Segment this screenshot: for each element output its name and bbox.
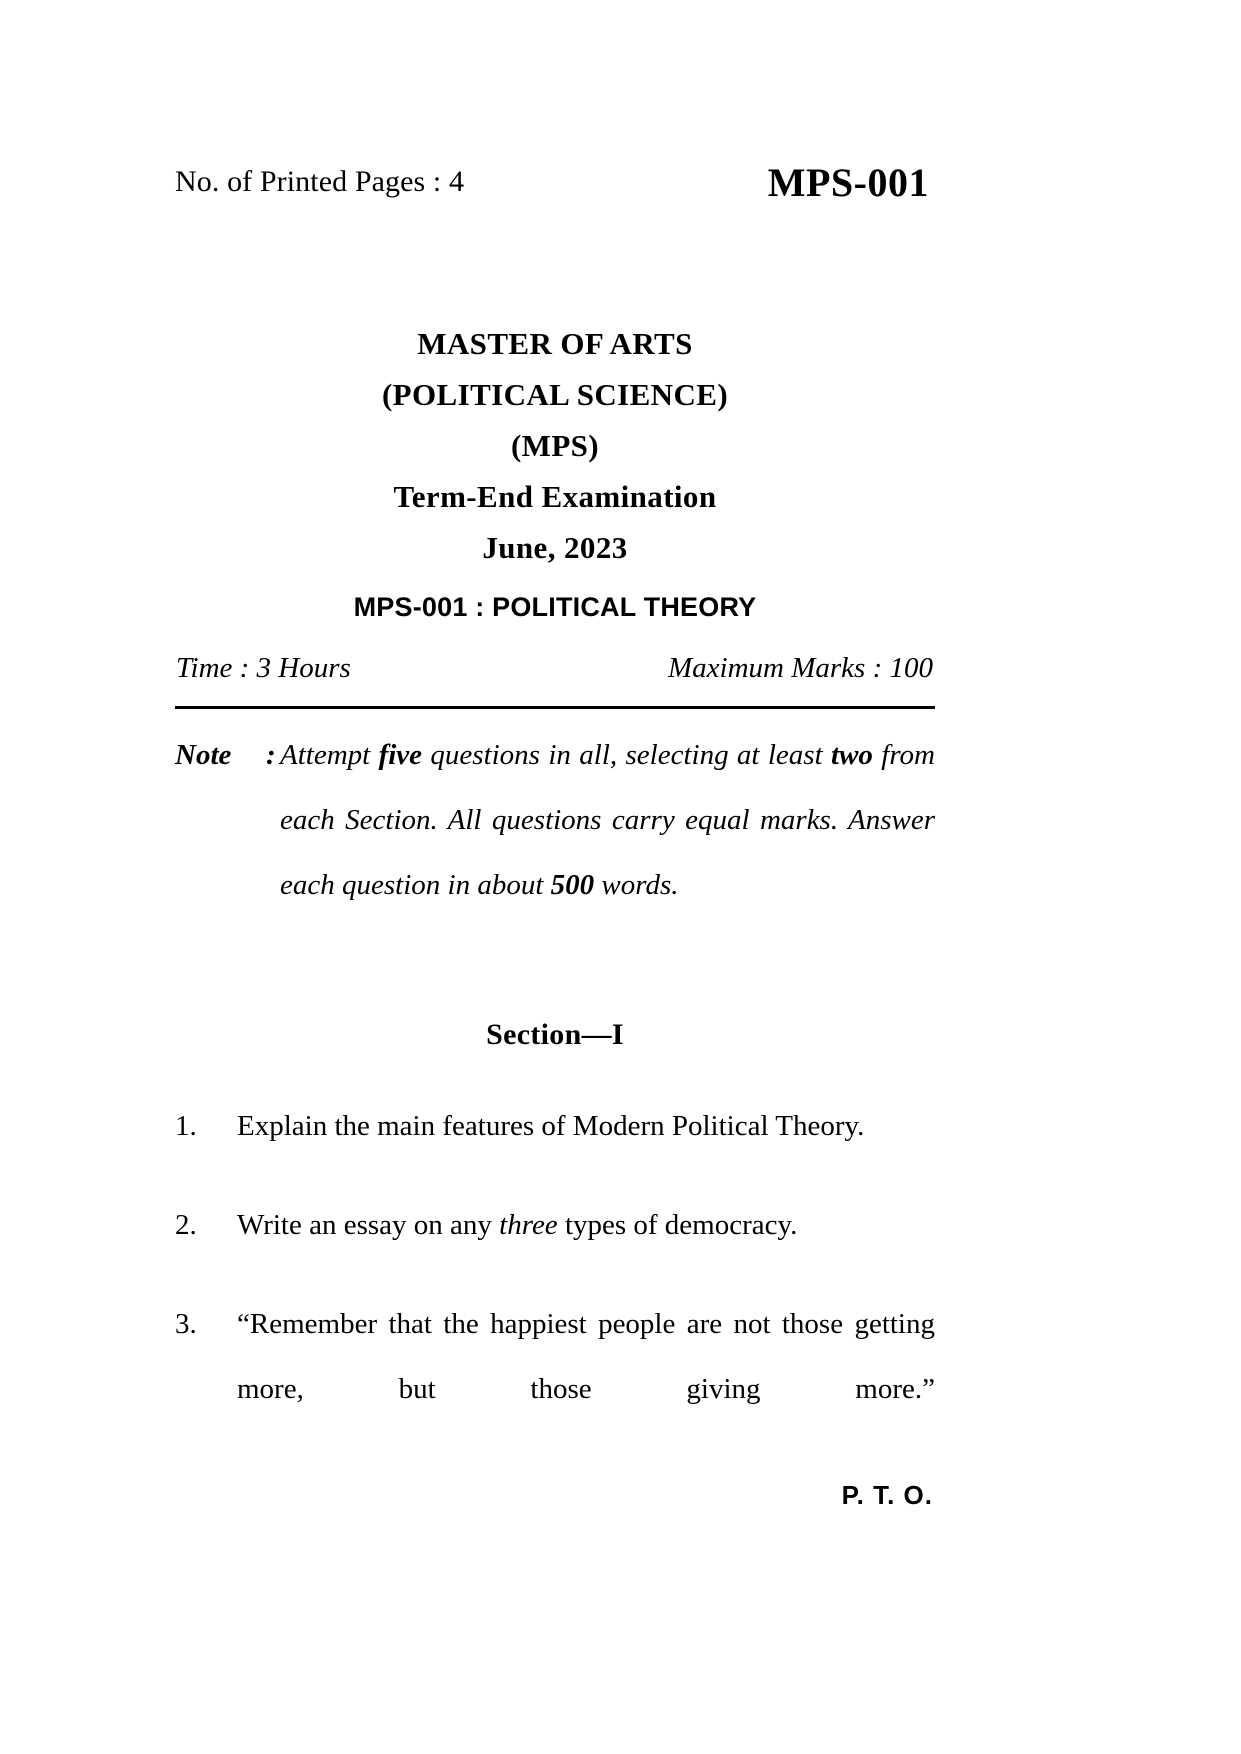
page-header (175, 160, 935, 219)
question-number: 1. (175, 1110, 197, 1142)
note-emphasis-two: two (831, 739, 873, 771)
note-block (175, 723, 935, 918)
note-segment-3: from each Section. All questions carry equal marks. Answer each question in about (280, 739, 935, 901)
note-text (280, 723, 935, 918)
question-text: “Remember that the happiest people are not those getting more, but those giving more.” (237, 1308, 935, 1405)
note-colon: : (266, 739, 276, 771)
question-text-post: types of democracy. (557, 1209, 798, 1241)
page-turn-over-label: P. T. O. (841, 1480, 933, 1510)
note-segment-4: words. (594, 869, 679, 901)
question-list (175, 1094, 935, 1456)
exam-session: June, 2023 (482, 530, 628, 565)
note-segment-2: questions in all, selecting at least (422, 739, 832, 771)
question-emphasis-three: three (499, 1209, 558, 1241)
note-emphasis-five: five (378, 739, 423, 771)
program-abbreviation: (MPS) (510, 428, 600, 463)
question-item (175, 1094, 935, 1159)
question-text-pre: Write an essay on any (237, 1209, 500, 1241)
program-discipline: (POLITICAL SCIENCE) (381, 377, 729, 412)
printed-pages-label: No. of Printed Pages : 4 (175, 165, 465, 198)
question-text (237, 1193, 935, 1258)
question-text: Explain the main features of Modern Political Theory. (237, 1110, 865, 1142)
exam-meta-row (175, 648, 935, 694)
subject-title: MPS-001 : POLITICAL THEORY (353, 592, 757, 622)
section-heading: Section—I (486, 1018, 624, 1051)
question-number: 2. (175, 1209, 197, 1241)
note-label: Note (175, 739, 232, 771)
note-emphasis-500: 500 (550, 869, 595, 901)
title-block (175, 318, 935, 627)
note-segment-1: Attempt (280, 739, 379, 771)
exam-maximum-marks: Maximum Marks : 100 (668, 652, 933, 684)
exam-type: Term-End Examination (393, 479, 717, 514)
course-code: MPS-001 (767, 160, 929, 205)
program-name: MASTER OF ARTS (417, 326, 693, 361)
horizontal-rule (175, 706, 935, 709)
question-number: 3. (175, 1308, 197, 1340)
exam-duration: Time : 3 Hours (176, 652, 351, 684)
question-item (175, 1193, 935, 1258)
question-item (175, 1292, 935, 1422)
